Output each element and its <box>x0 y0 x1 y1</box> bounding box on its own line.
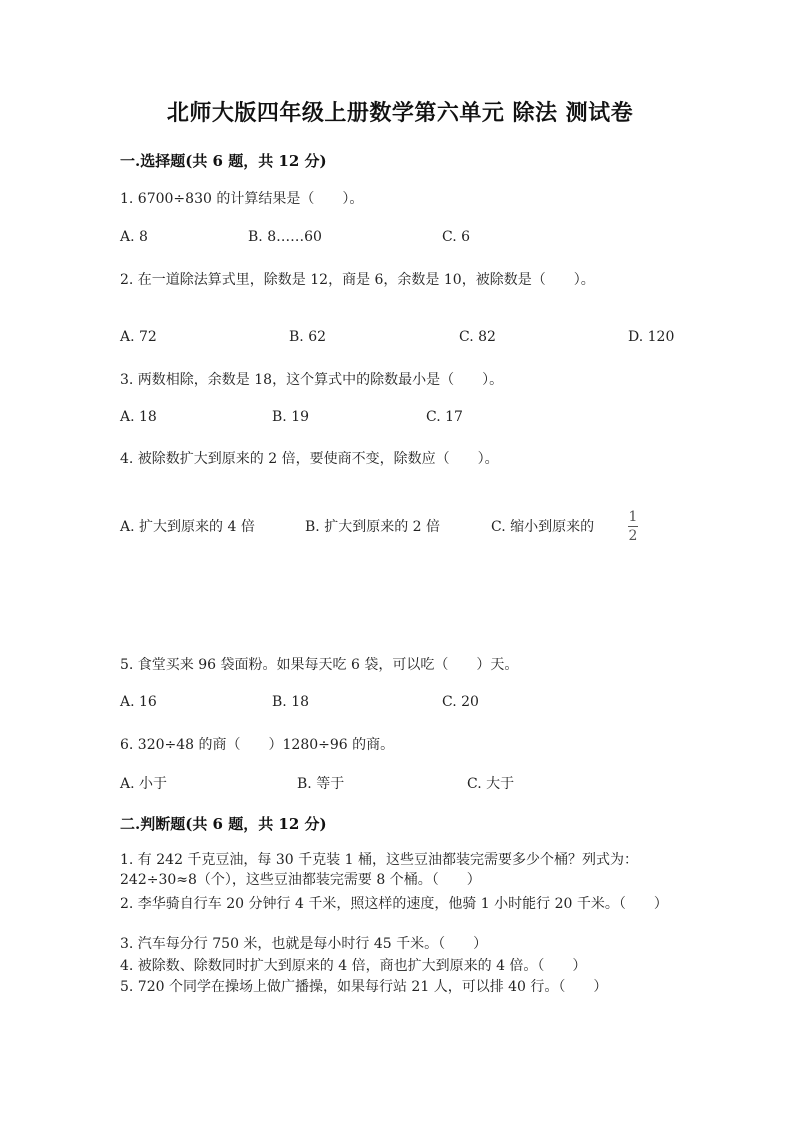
judgement-item-2: 2. 李华骑自行车 20 分钟行 4 千米，照这样的速度，他骑 1 小时能行 20 千米。（ ） <box>120 896 668 912</box>
section-heading-choice: 一.选择题(共 6 题，共 12 分) <box>120 152 327 170</box>
judgement-item-3: 3. 汽车每分行 750 米，也就是每小时行 45 千米。（ ） <box>120 936 488 952</box>
question-6-option-b[interactable]: B. 等于 <box>297 776 345 792</box>
fraction-denominator: 2 <box>628 528 638 544</box>
question-6-stem: 6. 320÷48 的商（ ）1280÷96 的商。 <box>120 737 395 753</box>
question-1-option-c[interactable]: C. 6 <box>442 229 471 245</box>
question-1-option-a[interactable]: A. 8 <box>120 229 148 245</box>
question-5-option-a[interactable]: A. 16 <box>120 694 157 710</box>
question-2-option-c[interactable]: C. 82 <box>459 329 496 345</box>
page-title: 北师大版四年级上册数学第六单元 除法 测试卷 <box>166 100 634 126</box>
question-2-stem: 2. 在一道除法算式里，除数是 12，商是 6，余数是 10，被除数是（ ）。 <box>120 272 595 288</box>
question-5-option-c[interactable]: C. 20 <box>442 694 479 710</box>
judgement-item-5: 5. 720 个同学在操场上做广播操，如果每行站 21 人，可以排 40 行。（ ） <box>120 979 608 995</box>
question-1-stem: 1. 6700÷830 的计算结果是（ ）。 <box>120 191 364 207</box>
judgement-item-4: 4. 被除数、除数同时扩大到原来的 4 倍，商也扩大到原来的 4 倍。（ ） <box>120 958 587 974</box>
judgement-item-1: 1. 有 242 千克豆油，每 30 千克装 1 桶，这些豆油都装完需要多少个桶？列式为：242÷30≈8（个），这些豆油都装完需要 8 个桶。（ ） <box>120 852 638 888</box>
question-3-option-c[interactable]: C. 17 <box>426 409 463 425</box>
fraction-one-half <box>628 510 638 543</box>
question-2-option-a[interactable]: A. 72 <box>120 329 157 345</box>
question-5-option-b[interactable]: B. 18 <box>272 694 310 710</box>
question-3-option-a[interactable]: A. 18 <box>120 409 157 425</box>
question-2-option-d[interactable]: D. 120 <box>628 329 675 345</box>
section-heading-judgement: 二.判断题(共 6 题，共 12 分) <box>120 815 327 833</box>
question-3-stem: 3. 两数相除，余数是 18，这个算式中的除数最小是（ ）。 <box>120 372 504 388</box>
question-2-option-b[interactable]: B. 62 <box>289 329 327 345</box>
question-4-option-b[interactable]: B. 扩大到原来的 2 倍 <box>305 519 440 535</box>
fraction-bar <box>628 526 638 527</box>
question-5-stem: 5. 食堂买来 96 袋面粉。如果每天吃 6 袋，可以吃（ ）天。 <box>120 657 519 673</box>
question-4-option-a[interactable]: A. 扩大到原来的 4 倍 <box>120 519 255 535</box>
question-4-option-c[interactable]: C. 缩小到原来的 <box>491 519 595 535</box>
fraction-numerator: 1 <box>628 509 638 525</box>
question-6-option-a[interactable]: A. 小于 <box>120 776 168 792</box>
question-6-option-c[interactable]: C. 大于 <box>467 776 515 792</box>
question-3-option-b[interactable]: B. 19 <box>272 409 310 425</box>
question-4-stem: 4. 被除数扩大到原来的 2 倍，要使商不变，除数应（ ）。 <box>120 451 499 467</box>
question-1-option-b[interactable]: B. 8……60 <box>248 229 322 245</box>
